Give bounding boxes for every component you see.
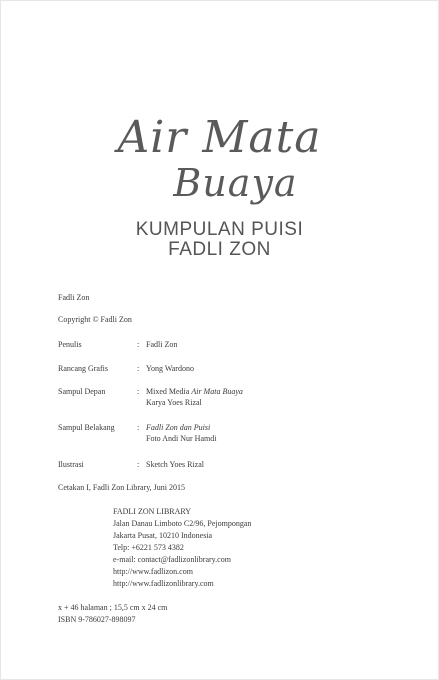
physical-description: x + 46 halaman ; 15,5 cm x 24 cm	[58, 603, 168, 612]
colophon-author: Fadli Zon	[58, 293, 90, 302]
book-title-line1: Air Mata	[117, 112, 322, 163]
isbn-line: ISBN 9-786027-898097	[58, 615, 136, 624]
publisher-email: e-mail: contact@fadlizonlibrary.com	[113, 555, 231, 564]
book-title-line2: Buaya	[173, 161, 298, 205]
publisher-address-line2: Jakarta Pusat, 10210 Indonesia	[113, 531, 213, 540]
credit-value-rancang-grafis: Yong Wardono	[146, 364, 194, 373]
credit-value-penulis: Fadli Zon	[146, 340, 178, 349]
copyright-line: Copyright © Fadli Zon	[58, 315, 132, 324]
credit-value-prefix: Mixed Media	[146, 387, 192, 396]
publisher-name: FADLI ZON LIBRARY	[113, 507, 192, 516]
credit-colon: :	[137, 460, 140, 469]
credit-value-sampul-depan-line2: Karya Yoes Rizal	[146, 398, 202, 407]
book-subtitle: KUMPULAN PUISI	[135, 219, 304, 240]
credit-label-sampul-depan: Sampul Depan	[58, 387, 106, 396]
artwork-title: Air Mata Buaya	[191, 387, 243, 396]
credit-label-ilustrasi: Ilustrasi	[58, 460, 84, 469]
publisher-address-line1: Jalan Danau Limboto C2/96, Pejompongan	[113, 519, 252, 528]
book-author-heading: FADLI ZON	[168, 239, 271, 260]
edition-line: Cetakan I, Fadli Zon Library, Juni 2015	[58, 483, 186, 492]
credit-label-penulis: Penulis	[58, 340, 82, 349]
credit-label-rancang-grafis: Rancang Grafis	[58, 364, 108, 373]
credit-label-sampul-belakang: Sampul Belakang	[58, 423, 115, 432]
credit-colon: :	[137, 387, 140, 396]
credit-colon: :	[137, 340, 140, 349]
credit-colon: :	[137, 364, 140, 373]
credit-value-ilustrasi: Sketch Yoes Rizal	[146, 460, 204, 469]
credit-value-sampul-belakang: Fadli Zon dan Puisi	[146, 423, 211, 432]
publisher-website-2: http://www.fadlizonlibrary.com	[113, 579, 214, 588]
credit-value-sampul-depan	[146, 386, 243, 397]
publisher-website-1: http://www.fadlizon.com	[113, 567, 193, 576]
publisher-phone: Telp: +6221 573 4382	[113, 543, 184, 552]
credit-colon: :	[137, 423, 140, 432]
credit-value-sampul-belakang-line2: Foto Andi Nur Hamdi	[146, 434, 217, 443]
